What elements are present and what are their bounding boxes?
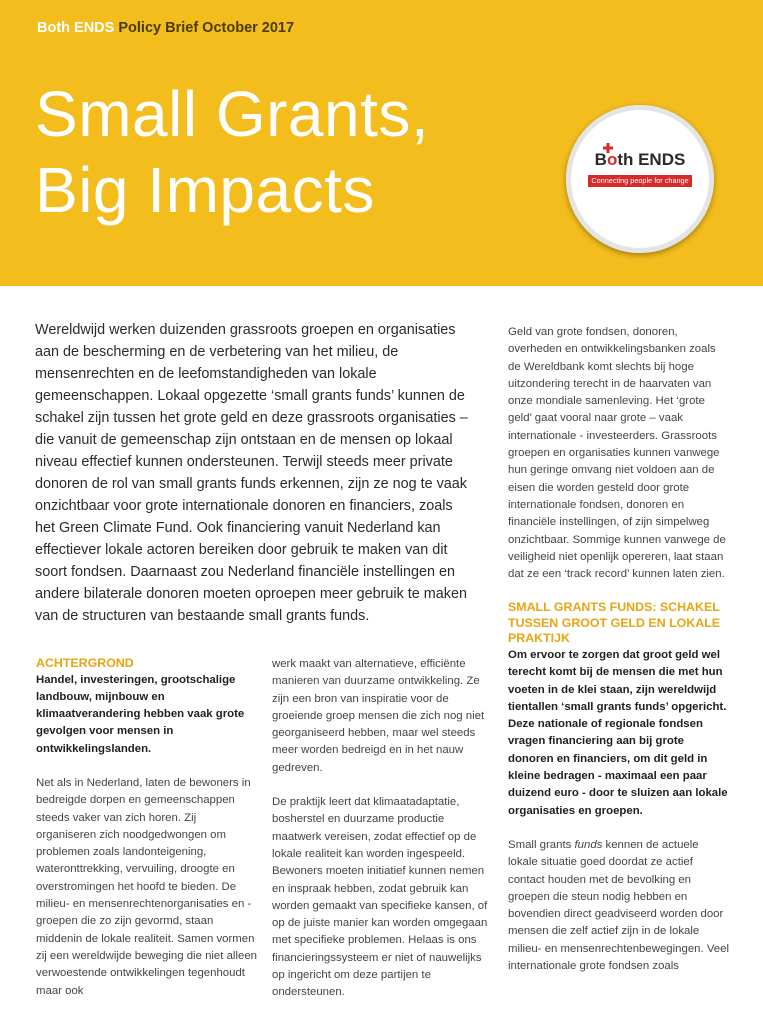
title-line-2: Big Impacts (35, 154, 375, 226)
column-1 (36, 656, 258, 1000)
intro-paragraph: Wereldwijd werken duizenden grassroots groepen en organisaties aan de bescherming en de verbetering van het milieu, de mensenrechten en de leefomstandigheden van lokale gemeenschappen. Lokaal opgezette ‘small grants funds’ kunnen de schakel zijn tussen het grote geld en deze grassroots organisaties – die vanuit de gemeenschap zijn ontstaan en de mensen op lokaal niveau effectief kunnen ondersteunen. Terwijl steeds meer private donoren de rol van small grants funds erkennen, zijn ze nog te vaak onzichtbaar voor grote internationale donoren en financiers, zoals het Green Climate Fund. Ook financiering vanuit Nederland kan effectiever lokale actoren bereiken door gebruik te maken van dit soort fondsen. Daarnaast zou Nederland financiële instellingen en andere bilaterale donoren moeten oproepen meer gebruik te maken van de structuren van bestaande small grants funds. (35, 322, 468, 624)
page-title (35, 76, 429, 228)
title-line-1: Small Grants, (35, 78, 430, 150)
column-2 (272, 656, 494, 1002)
brief-date: Policy Brief October 2017 (118, 20, 295, 36)
org-name: Both ENDS (37, 20, 115, 36)
both-ends-logo (566, 105, 714, 253)
section-heading-small-grants: SMALL GRANTS FUNDS: SCHAKEL TUSSEN GROOT GELD EN LOKALE PRAKTIJK (508, 600, 721, 646)
brief-line (37, 20, 294, 36)
logo-tagline: Connecting people for change (588, 175, 692, 187)
body-paragraph: werk maakt van alternatieve, efficiënte manieren van duurzame ontwikkeling. Ze zijn een bron van inspiratie voor de groeiende groep mensen die zich nog niet georganiseerd hebben, maar wel steeds meer worden bedreigd en in het nauw gedreven. (272, 658, 485, 774)
header-banner (0, 0, 763, 286)
logo-wordmark: Both ENDS (594, 150, 686, 169)
body-paragraph: Geld van grote fondsen, donoren, overheden en ontwikkelingsbanken zoals de Wereldbank komt slechts bij hoge uitzondering terecht in de haarvaten van onze mondiale samenleving. Het ‘grote geld’ gaat vooral naar grote – vaak internationale - investeerders. Grassroots groepen en organisaties kunnen vanwege hun geringe omvang niet voldoen aan de eisen die worden gesteld door grote internationale fondsen, donoren en financiële instellingen, of zijn simpelweg onzichtbaar. Sommige kunnen vanwege de veiligheid niet openlijk opereren, laat staan dat ze een ‘track record’ kunnen laten zien. (508, 326, 726, 581)
lead-paragraph: Om ervoor te zorgen dat groot geld wel terecht komt bij de mensen die met hun voeten in de klei staan, zijn wereldwijd tientallen ‘small grants funds’ opgericht. Deze nationale of regionale fondsen vragen financiering aan bij grote donoren en financiers, om dit geld in kleine bedragen - maximaal een paar duizend euro - door te sluizen aan lokale organisaties en groepen. (508, 648, 728, 817)
body-paragraph: De praktijk leert dat klimaatadaptatie, bosherstel en duurzame productie maatwerk vereisen, zodat effectief op de lokale realiteit kan worden ingespeeld. Bewoners moeten initiatief kunnen nemen en inspraak hebben, zodat gebruik kan worden gemaakt van specifieke kansen, of op de juiste manier kan worden omgegaan met specifieke problemen. Helaas is ons financieringssysteem er niet of nauwelijks op ingericht om deze partijen te ondersteunen. (272, 796, 488, 999)
body-paragraph: Small grants funds kennen de actuele lokale situatie goed doordat ze actief contact houden met de bevolking en groepen die steun nodig hebben en bovendien direct geadviseerd worden door mensen die zelf actief zijn in de lokale milieu- en mensenrechtenbewegingen. Veel internationale grote fondsen zoals (508, 838, 729, 972)
body-paragraph: Net als in Nederland, laten de bewoners in bedreigde dorpen en gemeenschappen steeds vaker van zich horen. Zij organiseren zich noodgedwongen om problemen zoals landonteigening, wateronttrekking, vervuiling, droogte en overstromingen het hoofd te bieden. De milieu- en mensenrechtenorganisaties en -groepen die zo zijn gevormd, staan middenin de lokale realiteit. Samen vormen zij een wereldwijde beweging die niet alleen verwoestende ontwikkelingen tegenhoudt maar ook (36, 776, 257, 997)
lead-paragraph: Handel, investeringen, grootschalige landbouw, mijnbouw en klimaatverandering hebben vaak grote gevolgen voor mensen in ontwikkelingslanden. (36, 673, 245, 755)
section-heading-achtergrond: ACHTERGROND (36, 656, 134, 670)
column-3 (508, 324, 730, 975)
